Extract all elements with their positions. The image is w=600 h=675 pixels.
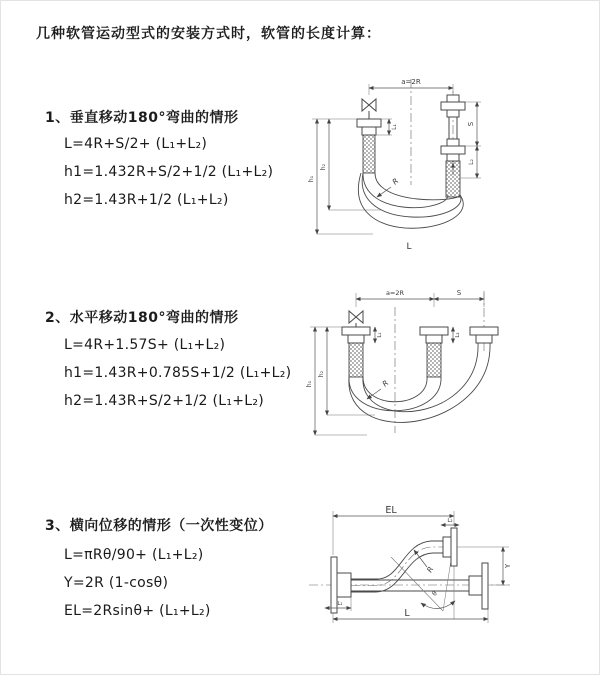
section1-formula-h1: h1=1.432R+S/2+1/2 (L₁+L₂) — [64, 164, 274, 180]
dim-a2r-label: a=2R — [385, 289, 405, 297]
left-fitting — [357, 119, 381, 173]
dim-l2-label: L₂ — [447, 518, 453, 524]
dimension-el — [333, 505, 454, 555]
braided-hose-section — [427, 343, 441, 377]
dimension-y — [488, 547, 512, 585]
dimension-l — [333, 608, 488, 623]
section3-heading: 3、横向位移的情形（一次性变位） — [45, 518, 273, 534]
dimension-l1 — [325, 597, 351, 611]
dim-l1-label: L₁ — [391, 124, 398, 130]
section3-formula-L: L=πRθ/90+ (L₁+L₂) — [64, 547, 204, 563]
section1-formula-L: L=4R+S/2+ (L₁+L₂) — [64, 136, 208, 152]
dim-el-label: EL — [385, 505, 397, 516]
right-flange-original — [469, 563, 488, 609]
dim-l2-label: L₂ — [455, 332, 461, 338]
radius-callout — [367, 378, 390, 399]
valve-icon — [362, 99, 376, 119]
dim-l1-label: L₁ — [377, 332, 383, 338]
dimension-a2r — [356, 289, 484, 307]
braided-hose-section — [446, 161, 460, 197]
section1-heading: 1、垂直移动180°弯曲的情形 — [45, 110, 239, 126]
dim-h2-label: h₂ — [318, 370, 325, 378]
section2-formula-h2: h2=1.43R+S/2+1/2 (L₁+L₂) — [64, 393, 265, 409]
radius-label: R — [424, 564, 436, 574]
dimension-s — [465, 102, 481, 146]
section2-formula-L: L=4R+1.57S+ (L₁+L₂) — [64, 337, 226, 353]
dimension-s — [434, 289, 484, 299]
dim-l1-label: L₁ — [337, 601, 343, 607]
dim-s-label: S — [467, 121, 475, 127]
braided-hose-section — [363, 135, 375, 173]
valve-icon — [349, 311, 363, 327]
page-title: 几种软管运动型式的安装方式时，软管的长度计算： — [36, 26, 381, 42]
dim-h1-label: h₁ — [306, 380, 313, 388]
middle-fitting — [420, 327, 448, 377]
length-label: L — [406, 242, 412, 252]
section2-heading: 2、水平移动180°弯曲的情形 — [45, 310, 239, 326]
braided-hose-section — [349, 343, 363, 377]
dim-h2-label: h₂ — [320, 163, 327, 171]
hose-curves — [349, 343, 490, 422]
angle-label: θ — [430, 589, 439, 598]
radius-label: R — [380, 378, 391, 389]
dimension-h2 — [318, 327, 375, 415]
right-fitting-lower — [441, 139, 465, 197]
radius-callout — [414, 550, 435, 574]
diagram-vertical-180-bend — [301, 73, 591, 263]
right-fitting-moved — [470, 327, 498, 343]
diagram-horizontal-180-bend — [301, 283, 591, 463]
dim-s-label: S — [456, 289, 462, 297]
dim-a2r-label: a=2R — [401, 78, 421, 86]
dimension-l2 — [441, 518, 459, 525]
dim-y-label: Y — [504, 563, 512, 569]
section2-formula-h1: h1=1.43R+0.785S+1/2 (L₁+L₂) — [64, 365, 292, 381]
elevated-flange — [443, 528, 509, 566]
diagram-lateral-displacement — [303, 501, 598, 666]
section3-formula-EL: EL=2Rsinθ+ (L₁+L₂) — [64, 603, 211, 619]
left-fitting — [342, 327, 370, 377]
dim-h1-label: h₁ — [308, 175, 315, 183]
dimension-l2 — [453, 327, 461, 343]
dim-l-label: L — [404, 608, 410, 619]
right-fitting-upper — [441, 95, 465, 117]
section1-formula-h2: h2=1.43R+1/2 (L₁+L₂) — [64, 192, 229, 208]
radius-label: R — [390, 176, 401, 187]
radius-callout — [377, 176, 400, 197]
dimension-l1 — [375, 327, 383, 343]
section3-formula-Y: Y=2R (1-cosθ) — [64, 575, 169, 591]
dim-l2-label: L₂ — [468, 159, 475, 165]
